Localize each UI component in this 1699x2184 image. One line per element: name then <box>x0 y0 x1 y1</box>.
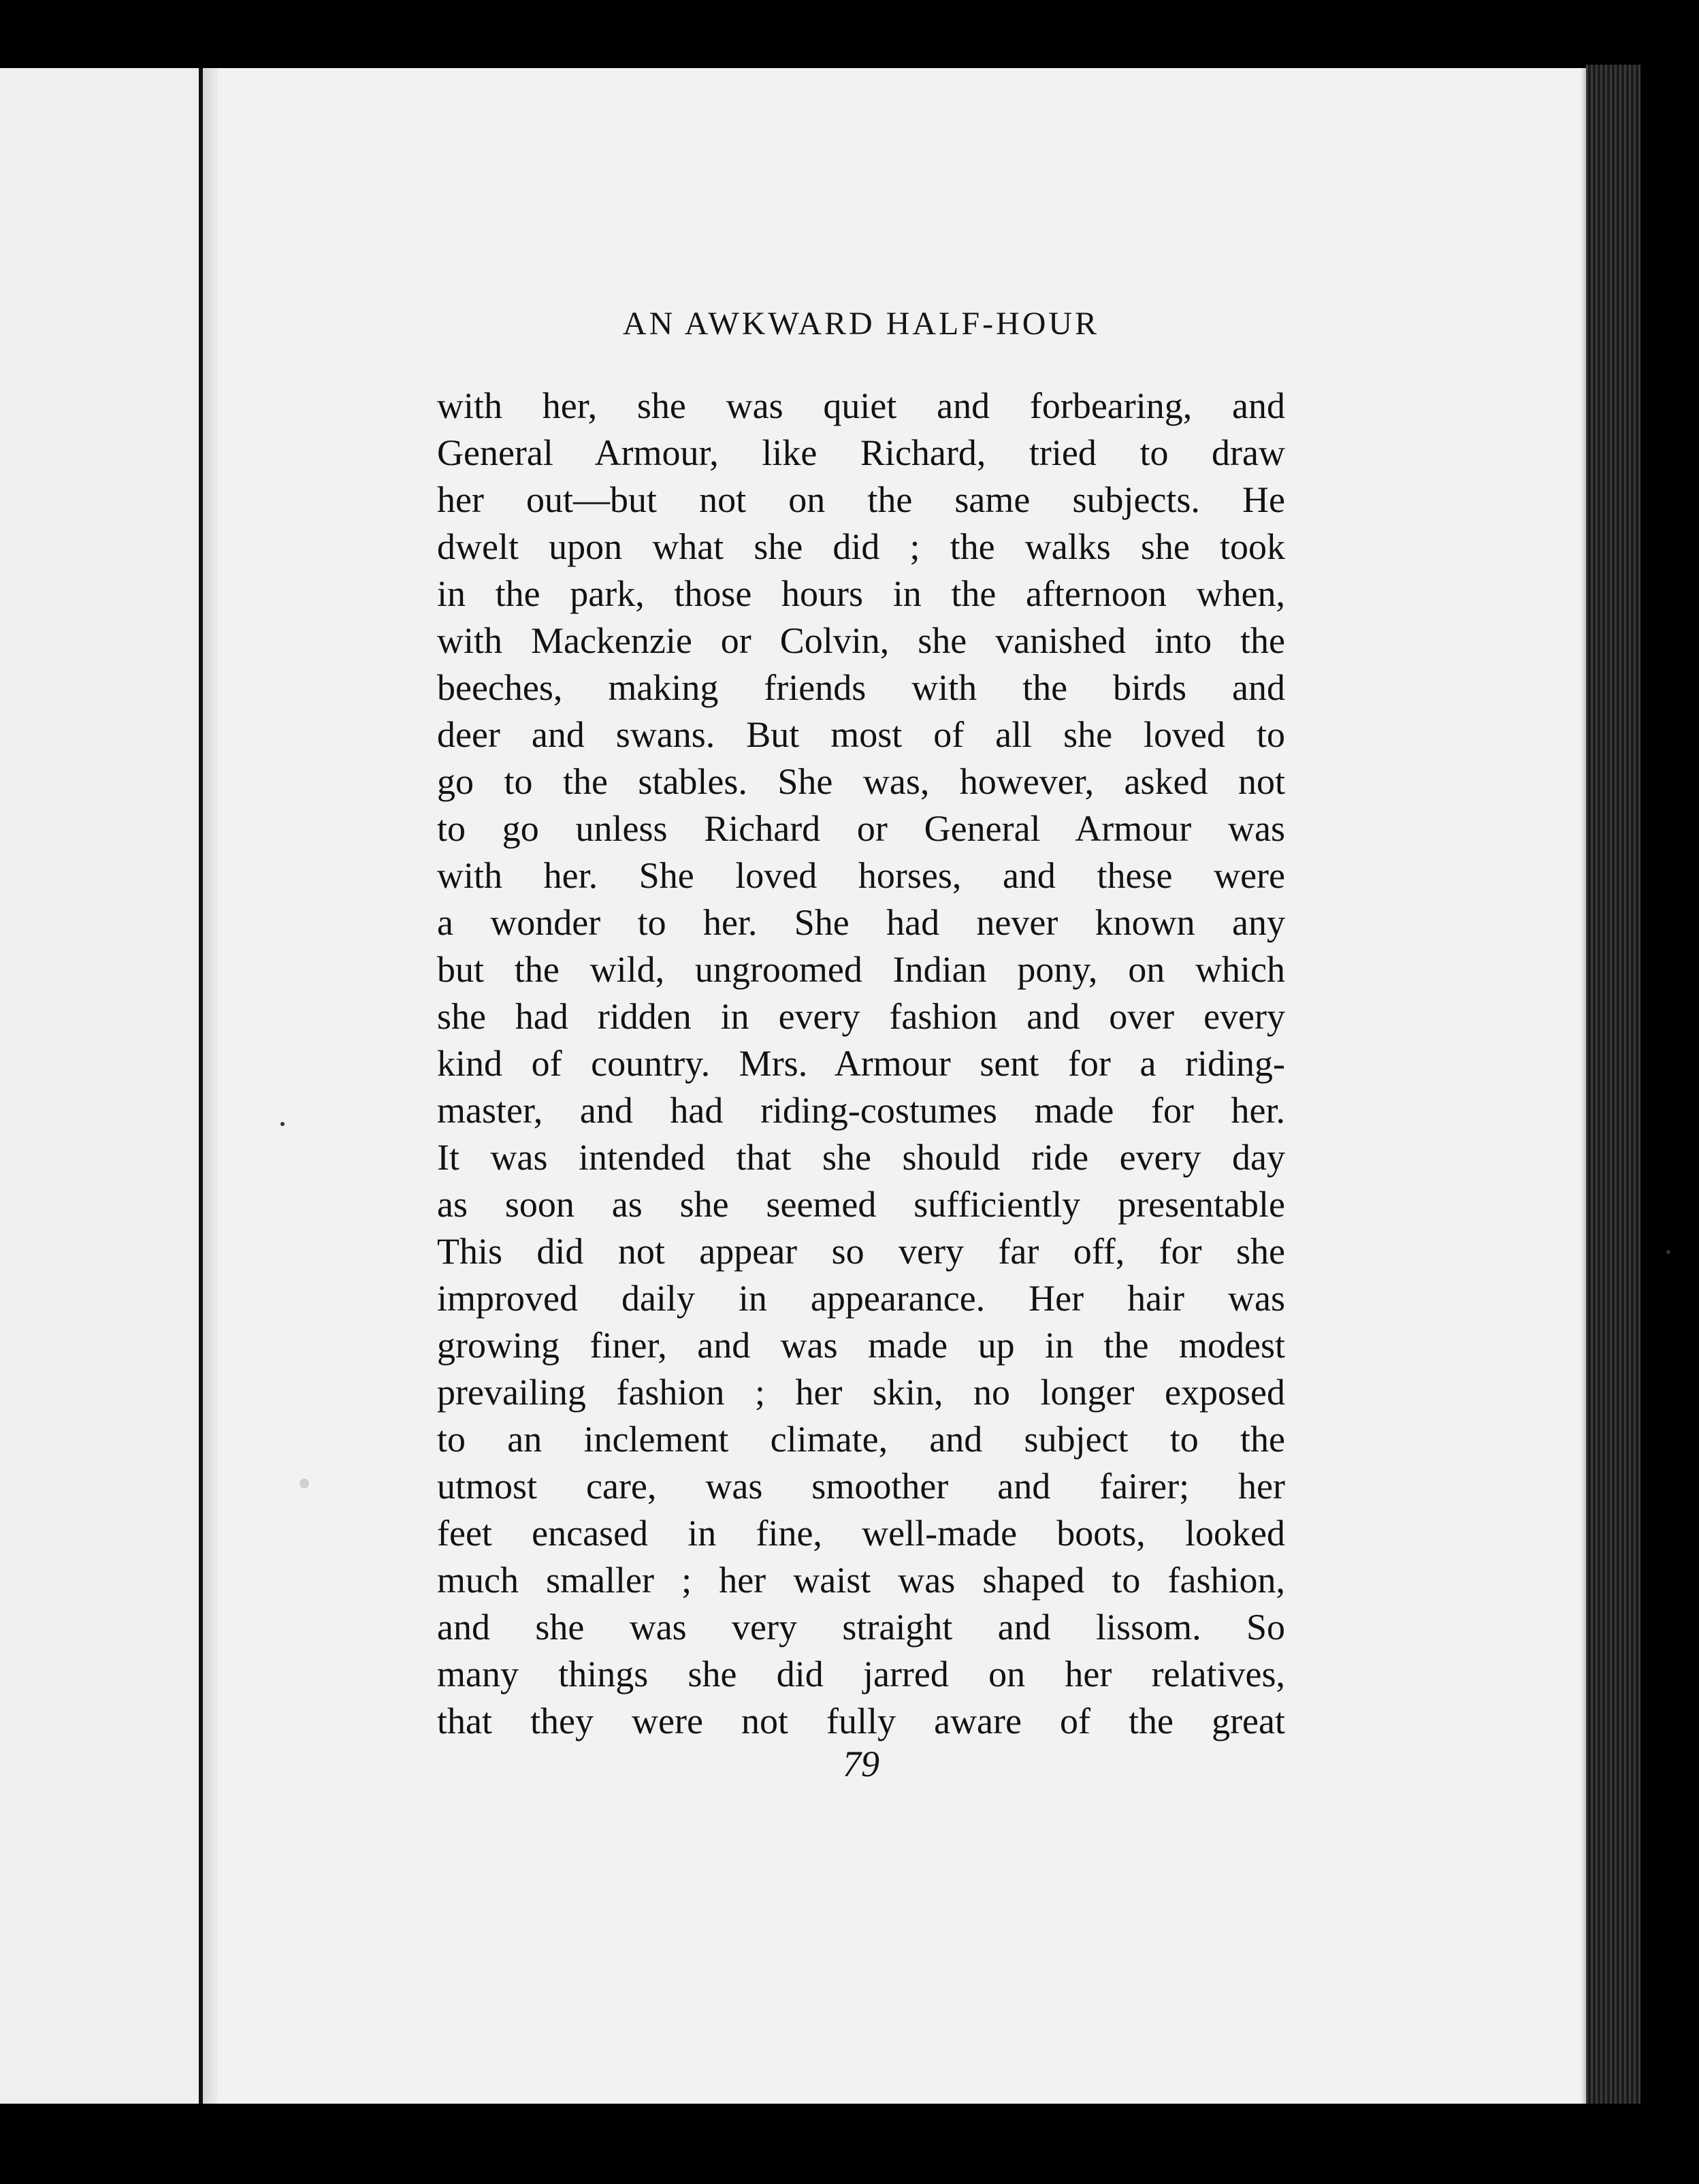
scan-bottom-border <box>0 2104 1699 2184</box>
text-line: much smaller ; her waist was shaped to fashion, <box>437 1560 1285 1601</box>
text-line: to an inclement climate, and subject to the <box>437 1419 1285 1460</box>
text-line: feet encased in fine, well-made boots, looked <box>437 1513 1285 1554</box>
text-line: and she was very straight and lissom. So <box>437 1607 1285 1648</box>
text-line: dwelt upon what she did ; the walks she took <box>437 526 1285 567</box>
text-line: prevailing fashion ; her skin, no longer exposed <box>437 1372 1285 1413</box>
gutter-shadow <box>203 68 218 2104</box>
book-page-edges <box>1586 65 1640 2114</box>
dust-speck <box>280 1122 285 1126</box>
text-line: It was intended that she should ride every day <box>437 1137 1285 1178</box>
left-page-blank <box>0 68 199 2104</box>
text-line: with her, she was quiet and forbearing, and <box>437 385 1285 426</box>
text-line: her out—but not on the same subjects. He <box>437 479 1285 520</box>
text-line: a wonder to her. She had never known any <box>437 902 1285 943</box>
body-text <box>437 383 1285 1745</box>
scan-top-border <box>0 0 1699 68</box>
text-line: she had ridden in every fashion and over every <box>437 996 1285 1037</box>
text-line: with Mackenzie or Colvin, she vanished into the <box>437 620 1285 661</box>
text-line: This did not appear so very far off, for she <box>437 1231 1285 1272</box>
text-line: beeches, making friends with the birds and <box>437 667 1285 708</box>
text-line: many things she did jarred on her relatives, <box>437 1654 1285 1695</box>
text-line: that they were not fully aware of the great <box>437 1701 1285 1741</box>
text-line: but the wild, ungroomed Indian pony, on which <box>437 949 1285 990</box>
page-number: 79 <box>843 1744 879 1784</box>
text-line: improved daily in appearance. Her hair was <box>437 1278 1285 1319</box>
running-head: AN AWKWARD HALF-HOUR <box>622 306 1100 342</box>
dust-speck <box>300 1479 309 1488</box>
text-line: in the park, those hours in the afternoon when, <box>437 573 1285 614</box>
text-line: go to the stables. She was, however, asked not <box>437 761 1285 802</box>
text-line: with her. She loved horses, and these were <box>437 855 1285 896</box>
text-line: as soon as she seemed sufficiently presentable <box>437 1184 1285 1225</box>
text-line: kind of country. Mrs. Armour sent for a riding- <box>437 1043 1285 1084</box>
text-line: deer and swans. But most of all she loved to <box>437 714 1285 755</box>
dust-speck <box>1666 1250 1670 1254</box>
text-line: growing finer, and was made up in the modest <box>437 1325 1285 1366</box>
text-line: General Armour, like Richard, tried to draw <box>437 432 1285 473</box>
text-line: utmost care, was smoother and fairer; her <box>437 1466 1285 1507</box>
text-line: to go unless Richard or General Armour was <box>437 808 1285 849</box>
text-line: master, and had riding-costumes made for her. <box>437 1090 1285 1131</box>
